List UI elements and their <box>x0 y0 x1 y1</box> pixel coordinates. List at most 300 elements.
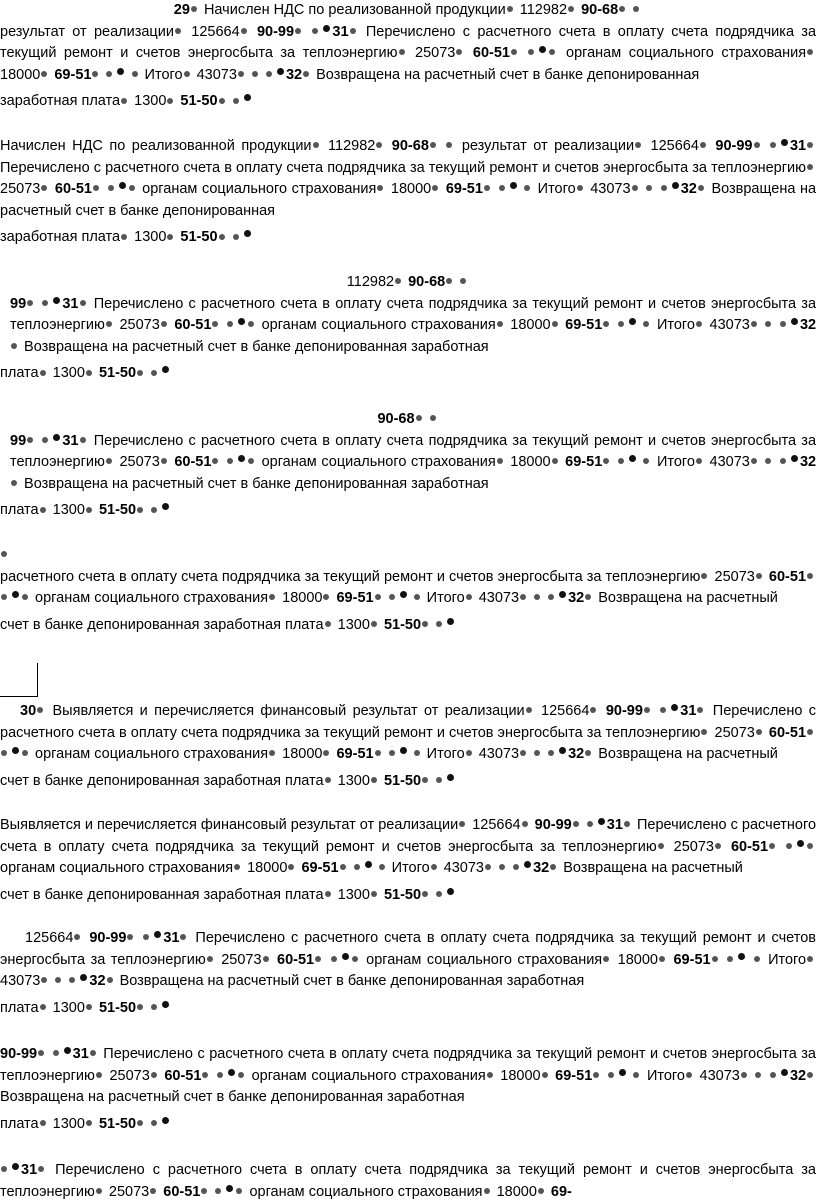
bullet-dot <box>769 843 775 849</box>
bullet-dot <box>756 729 762 735</box>
text-run: 51-50 <box>180 229 218 246</box>
bullet-dot <box>42 437 48 443</box>
text-run: 31 <box>606 817 623 833</box>
bullet-dot <box>11 343 17 349</box>
bullet-dot <box>162 1001 169 1008</box>
text-run: 31 <box>62 295 79 312</box>
text-run: органам <box>366 951 422 968</box>
bullet-dot <box>266 71 272 77</box>
bullet-dot <box>86 1004 92 1010</box>
bullet-dot <box>269 750 275 756</box>
text-run: Перечислено с расчетного счета в оплату счета подрядчика за текущий ремонт и счетов энергосбыта за теплоэнергию <box>0 1046 816 1084</box>
bullet-dot <box>303 71 309 77</box>
bullet-dot <box>207 956 213 962</box>
text-run: Итого <box>537 181 576 198</box>
text-run: 31 <box>62 432 79 449</box>
text-run: страхования <box>400 1067 486 1084</box>
text-run: 51-50 <box>98 999 137 1016</box>
bullet-dot <box>150 1188 156 1194</box>
bullet-dot <box>436 621 442 627</box>
text-run: 32 <box>799 454 816 471</box>
bullet-dot <box>754 956 760 962</box>
bullet-dot <box>765 458 771 464</box>
bullet-dot <box>371 621 377 627</box>
bullet-dot <box>632 185 638 191</box>
bullet-dot <box>548 594 554 600</box>
text-run: 18000 <box>500 1067 541 1084</box>
paragraph <box>0 136 816 222</box>
bullet-dot <box>143 934 149 940</box>
bullet-dot <box>585 750 591 756</box>
text-run: 51-50 <box>98 502 137 519</box>
bullet-dot <box>487 1072 493 1078</box>
text-run: страхования <box>410 317 496 334</box>
bullet-dot <box>42 300 48 306</box>
bullet-dot <box>40 507 46 513</box>
bullet-dot <box>459 821 465 827</box>
bullet-dot <box>447 618 454 625</box>
bullet-dot <box>499 864 505 870</box>
bullet-dot <box>520 750 526 756</box>
line <box>0 615 816 637</box>
bullet-dot <box>751 458 757 464</box>
text-run: Возвращена на расчетный счет в банке депонированная заработная <box>24 338 489 355</box>
bullet-dot <box>534 594 540 600</box>
bullet-dot <box>568 6 574 12</box>
bullet-dot <box>1 594 7 600</box>
bullet-dot <box>661 185 667 191</box>
bullet-dot <box>587 821 593 827</box>
bullet-dot <box>755 1072 761 1078</box>
bullet-dot <box>603 321 609 327</box>
text: Начислен НДС по реализованной продукции <box>203 2 506 18</box>
bullet-dot <box>754 142 760 148</box>
bullet-dot <box>80 300 86 306</box>
bullet-dot <box>202 1072 208 1078</box>
bullet-dot <box>117 68 124 75</box>
bullet-dot <box>219 98 225 104</box>
bullet-dot <box>277 68 284 75</box>
amount: 112982 <box>519 2 568 18</box>
account: 90-68 <box>581 2 619 18</box>
text-run: социального <box>321 454 407 471</box>
text-run: реализованной <box>131 138 235 154</box>
bullet-dot <box>550 864 556 870</box>
text-run: органам <box>249 1183 305 1200</box>
text-run: 25073 <box>0 181 41 198</box>
bullet-dot <box>590 707 596 713</box>
bullet-dot <box>619 1069 626 1076</box>
bullet-dot <box>807 49 813 55</box>
bullet-dot <box>548 750 554 756</box>
bullet-dot <box>22 594 28 600</box>
bullet-dot <box>108 185 114 191</box>
bullet-dot <box>484 1188 490 1194</box>
text-run: 30 <box>20 703 37 719</box>
text-run: Возвращена на расчетный <box>598 590 778 607</box>
bullet-dot <box>696 458 702 464</box>
text-run: органам социального страхования <box>0 860 234 877</box>
bullet-dot <box>770 1072 776 1078</box>
bullet-dot <box>1 750 7 756</box>
bullet-dot <box>538 1188 544 1194</box>
bullet-dot <box>161 458 167 464</box>
bullet-dot <box>69 977 75 983</box>
bullet-dot <box>643 458 649 464</box>
bullet-dot <box>40 370 46 376</box>
text-run: 1300 <box>134 93 167 110</box>
bullet-dot <box>175 28 181 34</box>
bullet-dot <box>106 321 112 327</box>
bullet-dot <box>137 1004 143 1010</box>
text-run: 1300 <box>52 999 85 1016</box>
text-run: 112982 <box>346 274 395 290</box>
bullet-dot <box>751 321 757 327</box>
bullet-dot <box>269 594 275 600</box>
bullet-dot <box>38 1166 44 1172</box>
text-run: 32 <box>285 66 303 83</box>
text-run: Возвращена на расчетный счет в банке депонированная заработная <box>24 475 489 492</box>
text-run: Итого <box>646 1067 685 1084</box>
bullet-dot <box>618 458 624 464</box>
line <box>0 885 816 907</box>
text-run: 31 <box>680 703 697 719</box>
bullet-dot <box>659 956 665 962</box>
bullet-dot <box>263 956 269 962</box>
bullet-dot <box>162 1117 169 1124</box>
text-run: 43073 <box>443 860 484 877</box>
bullet-dot <box>559 591 566 598</box>
entry-block-1 <box>0 0 816 113</box>
text-run: 60-51 <box>54 181 92 198</box>
bullet-dot <box>180 934 186 940</box>
bullet-dot <box>90 1050 96 1056</box>
bullet-dot <box>121 98 127 104</box>
bullet-dot <box>119 182 126 189</box>
bullet-dot <box>633 6 639 12</box>
text-run: 69-51 <box>445 181 483 198</box>
bullet-dot <box>629 455 636 462</box>
text-run: 25073 <box>221 951 262 968</box>
bullet-dot <box>460 278 466 284</box>
bullet-dot <box>697 707 703 713</box>
bullet-dot <box>132 71 138 77</box>
bullet-dot <box>696 321 702 327</box>
text-run: 69-51 <box>565 454 603 471</box>
text-run: органам <box>142 181 198 198</box>
bullet-dot <box>325 891 331 897</box>
bullet-dot <box>53 434 60 441</box>
bullet-dot <box>807 956 813 962</box>
line <box>0 771 816 793</box>
bullet-dot <box>248 458 254 464</box>
text-run: 51-50 <box>383 616 422 633</box>
text-run: 1300 <box>337 772 370 789</box>
bullet-dot <box>41 977 47 983</box>
text-run: социального <box>426 951 512 968</box>
text-run: Итого <box>768 951 807 968</box>
text-run: 43073 <box>590 181 631 198</box>
text-run: 25073 <box>714 724 755 741</box>
bullet-dot <box>238 1072 244 1078</box>
bullet-dot <box>80 974 87 981</box>
text-run: счет в банке депонированная заработная плата <box>0 772 324 789</box>
bullet-dot <box>129 185 135 191</box>
text-run: социального <box>308 1183 394 1200</box>
text-run: 25073 <box>119 454 160 471</box>
text-run: плата <box>0 502 39 519</box>
text-run: органам <box>261 454 317 471</box>
bullet-dot <box>12 591 19 598</box>
bullet-dot <box>233 234 239 240</box>
text-run: страхования <box>397 1183 483 1200</box>
text-run: Возвращена на расчетный счет в банке депонированная <box>316 66 700 83</box>
bullet-dot <box>698 185 704 191</box>
bullet-dot <box>40 1120 46 1126</box>
text-run: Итого <box>656 454 695 471</box>
text-run: 32 <box>789 1067 807 1084</box>
bullet-dot <box>11 480 17 486</box>
bullet-dot <box>167 98 173 104</box>
bullet-dot <box>151 507 157 513</box>
text-run: 31 <box>163 930 180 946</box>
text-run: 1300 <box>337 616 370 633</box>
text-run: 18000 <box>282 590 323 607</box>
text-run: Выявляется и перечисляется финансовый результат от реализации <box>0 817 459 833</box>
bullet-dot <box>238 455 245 462</box>
bullet-dot <box>593 1072 599 1078</box>
bullet-dot <box>154 931 161 938</box>
text-run: расчетного счета в оплату счета подрядчика за текущий ремонт и счетов энергосбыта за теплоэнергию <box>0 724 701 741</box>
entry-block-3 <box>0 272 816 385</box>
text-run: 51-50 <box>383 772 422 789</box>
bullet-dot <box>526 707 532 713</box>
bullet-dot <box>121 234 127 240</box>
bullet-dot <box>400 747 407 754</box>
bullet-dot <box>137 1120 143 1126</box>
bullet-dot <box>288 864 294 870</box>
text-run: 51-50 <box>98 365 137 382</box>
bullet-dot <box>96 1188 102 1194</box>
bullet-dot <box>658 843 664 849</box>
text-run: Возвращена на расчетный счет в банке депонированная <box>0 181 816 219</box>
bullet-dot <box>513 864 519 870</box>
bullet-dot <box>791 455 798 462</box>
text-run: Выявляется и перечисляется финансовый результат от реализации <box>52 703 525 719</box>
bullet-dot <box>456 49 462 55</box>
text-run: 32 <box>89 973 106 990</box>
bullet-dot <box>701 729 707 735</box>
bullet-dot <box>497 458 503 464</box>
text-run: Итого <box>426 746 465 763</box>
text-run: 60-51 <box>164 1067 202 1084</box>
bullet-dot <box>635 142 641 148</box>
text-run: 90-99 <box>89 930 127 946</box>
bullet-dot <box>738 953 745 960</box>
text-run: Перечислено с расчетного счета в оплату счета подрядчика за текущий ремонт и счетов <box>195 930 816 946</box>
bullet-dot <box>786 843 792 849</box>
text-run: 18000 <box>617 951 658 968</box>
bullet-dot <box>227 458 233 464</box>
text-run: 1300 <box>52 502 85 519</box>
text-run: 69-51 <box>555 1067 593 1084</box>
line <box>0 272 816 294</box>
bullet-dot <box>161 321 167 327</box>
text-run: 18000 <box>247 860 288 877</box>
paragraph <box>0 1160 816 1203</box>
text-run: заработная плата <box>0 93 121 110</box>
bullet-dot <box>323 25 330 32</box>
bullet-dot <box>399 49 405 55</box>
bullet-dot <box>524 861 531 868</box>
text-run: Перечислено с расчетного счета в оплату счета подрядчика за текущий ремонт и счетов энергосбыта за теплоэнергию <box>0 159 806 176</box>
text-run: 25073 <box>714 568 755 585</box>
bullet-dot <box>55 977 61 983</box>
bullet-dot <box>38 1050 44 1056</box>
bullet-dot <box>447 888 454 895</box>
bullet-dot <box>12 747 19 754</box>
line <box>0 1114 816 1136</box>
text-run: 69-51 <box>54 66 92 83</box>
paragraph <box>0 22 816 87</box>
bullet-dot <box>106 458 112 464</box>
text-run: 25073 <box>119 317 160 334</box>
bullet-dot <box>86 1120 92 1126</box>
bullet-dot <box>807 573 813 579</box>
bullet-dot <box>644 707 650 713</box>
bullet-dot <box>80 437 86 443</box>
bullet-dot <box>446 142 452 148</box>
text-run: Итого <box>426 590 465 607</box>
text-run: социального <box>311 1067 397 1084</box>
bullet-dot <box>375 594 381 600</box>
text-run: 69-51 <box>336 746 374 763</box>
bullet-dot <box>715 843 721 849</box>
entry-block-7 <box>0 815 816 906</box>
text-run: 60-51 <box>472 45 510 62</box>
bullet-dot <box>219 234 225 240</box>
text-run: счет в банке депонированная заработная плата <box>0 616 324 633</box>
line <box>0 0 816 22</box>
bullet-dot <box>524 185 530 191</box>
bullet-dot <box>127 934 133 940</box>
text-run: плата <box>0 999 39 1016</box>
bullet-dot <box>41 71 47 77</box>
bullet-dot <box>446 278 452 284</box>
bullet-dot <box>375 750 381 756</box>
bullet-dot <box>671 704 678 711</box>
bullet-dot <box>12 1163 19 1170</box>
text-run: страхования <box>291 181 377 198</box>
bullet-dot <box>151 1120 157 1126</box>
bullet-dot <box>350 28 356 34</box>
bullet-dot <box>781 139 788 146</box>
bullet-dot <box>422 777 428 783</box>
text-run: по <box>109 138 126 154</box>
text-run: 43073 <box>478 746 520 763</box>
text-run: 43073 <box>709 317 750 334</box>
paragraph <box>0 1044 816 1109</box>
bullet-dot <box>686 1072 692 1078</box>
bullet-dot <box>629 318 636 325</box>
text-run: 25073 <box>415 45 456 62</box>
bullet-dot <box>432 185 438 191</box>
bullet-dot <box>528 49 534 55</box>
text-run: 25073 <box>108 1183 150 1200</box>
bullet-dot <box>354 864 360 870</box>
bullet-dot <box>325 777 331 783</box>
text-run: страхования <box>410 454 496 471</box>
bullet-dot <box>534 750 540 756</box>
text-run: 18000 <box>0 66 41 83</box>
entry-block-2 <box>0 136 816 249</box>
bullet-dot <box>807 164 813 170</box>
text-run: 1300 <box>52 1115 85 1132</box>
bullet-dot <box>552 321 558 327</box>
text-run: плата <box>0 1115 39 1132</box>
text-run: 31 <box>332 23 349 40</box>
text-run: 125664 <box>541 703 590 719</box>
text-run: 18000 <box>510 317 551 334</box>
text-run: Перечислено с расчетного счета в оплату счета подрядчика за текущий ремонт и счетов энергосбыта за теплоэнергию <box>10 295 816 334</box>
bullet-dot <box>352 956 358 962</box>
text-run: 90-99 <box>256 23 295 40</box>
bullet-dot <box>741 1072 747 1078</box>
text-run: 1300 <box>52 365 85 382</box>
entry-block-8 <box>0 928 816 1019</box>
paragraph <box>0 431 816 496</box>
text-run: 60-51 <box>768 568 807 585</box>
text-run: 32 <box>799 317 816 334</box>
bullet-dot <box>549 49 555 55</box>
bullet-dot <box>700 142 706 148</box>
bullet-dot <box>770 142 776 148</box>
text-run: Итого <box>391 860 430 877</box>
bullet-dot <box>507 6 513 12</box>
text-run: результат от реализации <box>0 23 174 40</box>
line <box>0 998 816 1020</box>
bullet-dot <box>400 591 407 598</box>
bullet-dot <box>416 415 422 421</box>
text-run: 31 <box>21 1162 38 1178</box>
text-run: 32 <box>533 860 550 877</box>
bullet-dot <box>624 821 630 827</box>
bullet-dot <box>371 891 377 897</box>
bullet-dot <box>484 185 490 191</box>
text-run: Перечислено с расчетного счета в оплату счета подрядчика за текущий ремонт и счетов энергосбыта за теплоэнергию <box>10 432 816 471</box>
bullet-dot <box>1 1166 7 1172</box>
bullet-dot <box>315 956 321 962</box>
text-run: 90-99 <box>715 138 753 154</box>
bullet-dot <box>414 750 420 756</box>
bullet-dot <box>41 185 47 191</box>
bullet-dot <box>660 707 666 713</box>
bullet-dot <box>756 573 762 579</box>
bullet-dot <box>22 750 28 756</box>
text-run: Возвращена на расчетный <box>563 860 743 877</box>
bullet-dot <box>40 1004 46 1010</box>
bullet-dot <box>559 747 566 754</box>
text-run: 125664 <box>650 138 699 154</box>
bullet-dot <box>414 594 420 600</box>
bullet-dot <box>238 318 245 325</box>
text-run: 90-99 <box>534 817 572 833</box>
text-run: 69-51 <box>565 317 603 334</box>
bullet-dot <box>233 98 239 104</box>
paragraph <box>0 567 816 610</box>
bullet-dot <box>499 185 505 191</box>
bullet-dot <box>212 458 218 464</box>
